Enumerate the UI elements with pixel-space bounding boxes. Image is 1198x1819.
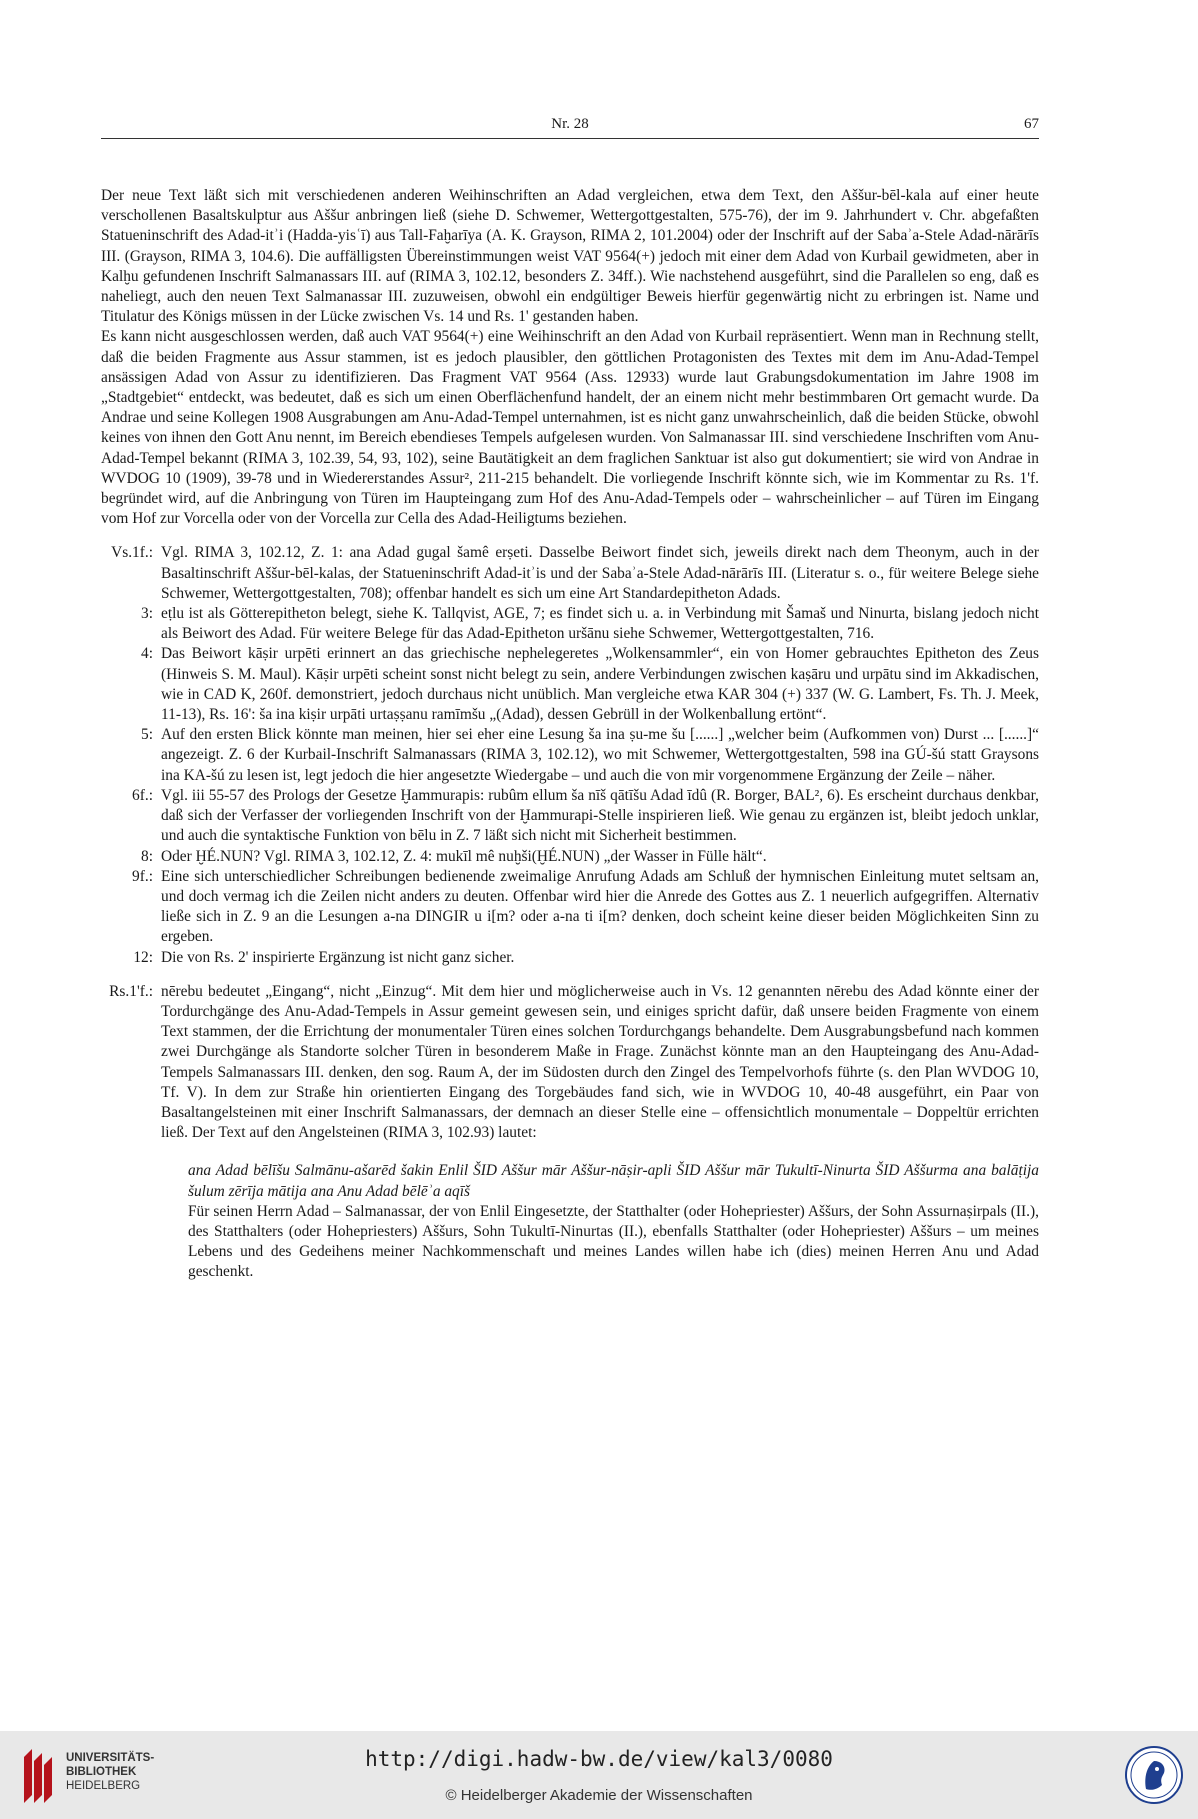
commentary-entry <box>101 948 1039 968</box>
commentary-text: eṭlu ist als Götterepitheton belegt, siehe K. Tallqvist, AGE, 7; es findet sich u. a. in Verbindung mit Šamaš und Ninurta, bislang jedoch nicht als Beiwort des Adad. Für weitere Belege für das Adad-Epitheton uršānu siehe Schwemer, Wettergottgestalten, 716. <box>161 605 1039 643</box>
page-body <box>101 186 1039 1283</box>
commentary-label: 6f.: <box>132 786 153 804</box>
commentary-entry <box>101 644 1039 725</box>
spacer <box>101 968 1039 982</box>
commentary-text: Eine sich unterschiedlicher Schreibungen bedienende zweimalige Anrufung Adads am Schluß der hymnischen Einleitung mutet seltsam an, und doch vermag ich die Zeilen nicht anders zu deuten. Offenbar wird hier die Anrede des Gottes aus Z. 1 neuerlich aufgegriffen. Alternativ ließe sich in Z. 9 an die Lesungen a-na DINGIR u i[m? oder a-na ti i[m? denken, doch scheint keine dieser beiden Möglichkeiten Sinn zu ergeben. <box>161 867 1039 946</box>
permalink-url[interactable]: http://digi.hadw-bw.de/view/kal3/0080 <box>365 1747 833 1771</box>
running-header <box>101 116 1039 138</box>
commentary-label: 9f.: <box>132 867 153 885</box>
academy-seal-icon <box>1124 1745 1184 1805</box>
digitization-footer <box>0 1731 1198 1819</box>
commentary-text: nērebu bedeutet „Eingang“, nicht „Einzug“. Mit dem hier und möglicherweise auch in Vs. 12 genannten nērebu des Adad könnte einer der Tordurchgänge des Anu-Adad-Tempels in Assur gemeint gewesen sein, und einiges spricht dafür, daß unsere beiden Fragmente von einem Text stammen, der die Errichtung der monumentaler Türen eines solchen Tordurchgangs behandelte. Dem Ausgrabungsbefund nach kommen zwei Durchgänge als Standorte solcher Türen in besonderem Maße in Frage. Zunächst könnte man an den Haupteingang des Anu-Adad-Tempels Salmanassars III. denken, den sog. Raum A, der im Südosten durch den Zingel des Tempelvorhofs führte (s. den Plan WVDOG 10, Tf. V). In dem zur Straße hin orientierten Eingang des Torgebäudes fand sich, wie in WVDOG 10, 40-48 ausgeführt, ein Paar von Basaltangelsteinen mit einer Inschrift Salmanassars, der demnach an dieser Stelle eine – offensichtlich monumentale – Doppeltür errichten ließ. Der Text auf den Angelsteinen (RIMA 3, 102.93) lautet: <box>161 982 1039 1142</box>
section-number: Nr. 28 <box>551 116 589 132</box>
commentary-label: 3: <box>141 605 153 623</box>
commentary-entry <box>101 543 1039 604</box>
inscription-quote <box>188 1161 1039 1282</box>
transliteration: ana Adad bēlīšu Salmānu-ašarēd šakin Enlil ŠID Aššur mār Aššur-nāṣir-apli ŠID Aššur mār Tukultī-Ninurta ŠID Aššurma ana balāṭija šulum zērīja mātija ana Anu Adad bēlēʾa aqīš <box>188 1162 1039 1200</box>
translation: Für seinen Herrn Adad – Salmanassar, der von Enlil Eingesetzte, der Statthalter (oder Hohepriester) Aššurs, der Sohn Assurnaṣirpals (II.), des Statthalters (oder Hohepriesters) Aššurs, Sohn Tukultī-Ninurtas (II.), ebenfalls Statthalter (oder Hohepriester) Aššurs – um meines Lebens und des Gedeihens meiner Nachkommenschaft und meines Landes willen habe ich (dies) meinen Herren Anu und Adad geschenkt. <box>188 1202 1039 1281</box>
commentary-entry <box>101 604 1039 644</box>
commentary-text: Oder ḪÉ.NUN? Vgl. RIMA 3, 102.12, Z. 4: mukīl mê nuḫši(ḪÉ.NUN) „der Wasser in Fülle hält“. <box>161 847 767 865</box>
commentary-label: Rs.1'f.: <box>109 982 153 1000</box>
commentary-entry <box>101 725 1039 786</box>
commentary-text: Vgl. RIMA 3, 102.12, Z. 1: ana Adad gugal šamê erṣeti. Dasselbe Beiwort findet sich, jeweils direkt nach dem Theonym, auch in der Basaltinschrift Aššur-bēl-kalas, der Statueninschrift Adad-itʾis und der Sabaʾa-Stele Adad-nārārīs III. (Literatur s. o., für weitere Belege siehe Schwemer, Wettergottgestalten, 708); offenbar handelt es sich um eine Art Standardepitheton Adads. <box>161 544 1039 602</box>
header-rule <box>101 138 1039 139</box>
commentary-text: Auf den ersten Blick könnte man meinen, hier sei eher eine Lesung ša ina ṣu-me šu [......] „welcher beim (Aufkommen von) Durst ... [......]“ angezeigt. Z. 6 der Kurbail-Inschrift Salmanassars (RIMA 3, 102.12), wo mit Schwemer, Wettergottgestalten, 598 ina GÚ-šú statt Graysons ina KA-šú zu lesen ist, legt jedoch die hier angesetzte Wiedergabe – und auch die von mir vorgenommene Ergänzung der Zeile – näher. <box>161 726 1039 784</box>
library-name: UNIVERSITÄTS- BIBLIOTHEK HEIDELBERG <box>66 1752 155 1792</box>
page-number: 67 <box>1024 116 1039 132</box>
commentary-entry-reverse <box>101 982 1039 1144</box>
commentary-label: 5: <box>141 726 153 744</box>
commentary-text: Die von Rs. 2' inspirierte Ergänzung ist nicht ganz sicher. <box>161 948 515 966</box>
commentary-entry <box>101 786 1039 847</box>
commentary-entry <box>101 867 1039 948</box>
intro-paragraph: Der neue Text läßt sich mit verschiedenen anderen Weihinschriften an Adad vergleichen, etwa dem Text, den Aššur-bēl-kala auf einer heute verschollenen Basaltskulptur aus Aššur anbringen ließ (siehe D. Schwemer, Wettergottgestalten, 575-76), der im 9. Jahrhundert v. Chr. abgefaßten Statueninschrift des Adad-itʾi (Hadda-yisʿī) aus Tall-Faḫarīya (A. K. Grayson, RIMA 2, 101.2004) oder der Inschrift auf der Sabaʾa-Stele Adad-nārārīs III. (Grayson, RIMA 3, 104.6). Die auffälligsten Übereinstimmungen weist VAT 9564(+) jedoch mit einer dem Adad von Kurbail gewidmeten, aber in Kalḫu gefundenen Inschrift Salmanassars III. auf (RIMA 3, 102.12, besonders Z. 34ff.). Wie nachstehend ausgeführt, sind die Parallelen so eng, daß es naheliegt, auch den neuen Text Salmanassar III. zuzuweisen, obwohl ein endgültiger Beweis hierfür gegenwärtig nicht zu erbringen ist. Name und Titulatur des Königs müssen in der Lücke zwischen Vs. 14 und Rs. 1' gestanden haben. <box>101 187 1039 326</box>
commentary-text: Das Beiwort kāṣir urpēti erinnert an das griechische nephelegeretes „Wolkensammler“, ein von Homer gebrauchtes Epitheton des Zeus (Hinweis S. M. Maul). Kāṣir urpēti scheint sonst nicht belegt zu sein, andere Verbindungen zwischen kaṣāru und urpātu sind im Akkadischen, wie in CAD K, 260f. demonstriert, jedoch durchaus nicht unüblich. Man vergleiche etwa KAR 304 (+) 337 (W. G. Lambert, Fs. Th. J. Meek, 11-13), Rs. 16': ša ina kiṣir urpāti urtaṣṣanu ramīmšu „(Adad), dessen Gebrüll in der Wolkenballung ertönt“. <box>161 645 1039 724</box>
commentary-label: Vs.1f.: <box>111 544 153 562</box>
commentary-label: 8: <box>141 847 153 865</box>
line-commentary <box>101 543 1039 1282</box>
commentary-label: 4: <box>141 645 153 663</box>
commentary-label: 12: <box>133 948 153 966</box>
copyright-notice: © Heidelberger Akademie der Wissenschaften <box>445 1787 753 1804</box>
commentary-text: Vgl. iii 55-57 des Prologs der Gesetze Ḫammurapis: rubûm ellum ša nīš qātīšu Adad īdû (R. Borger, BAL², 6). Es erscheint durchaus denkbar, daß sich der Verfasser der vorliegenden Inschrift von der Ḫammurapi-Stelle inspirieren ließ. Wie genau zu ergänzen ist, bleibt jedoch unklar, und auch die syntaktische Funktion von bēlu in Z. 7 läßt sich nicht mit Sicherheit bestimmen. <box>161 786 1039 845</box>
intro-paragraph: Es kann nicht ausgeschlossen werden, daß auch VAT 9564(+) eine Weihinschrift an den Adad von Kurbail repräsentiert. Wenn man in Rechnung stellt, daß die beiden Fragmente aus Assur stammen, ist es jedoch plausibler, den göttlichen Protagonisten des Textes mit dem im Anu-Adad-Tempel ansässigen Adad von Assur zu identifizieren. Das Fragment VAT 9564 (Ass. 12933) wurde laut Grabungsdokumentation im Jahre 1908 im „Stadtgebiet“ entdeckt, was bedeutet, daß es sich um einen Oberflächenfund handelt, der an einem nicht mehr bestimmbaren Ort gemacht wurde. Da Andrae und seine Kollegen 1908 Ausgrabungen am Anu-Adad-Tempel unternahmen, ist es nicht ganz unwahrscheinlich, daß die beiden Stücke, obwohl keines von ihnen den Gott Anu nennt, im Bereich ebendieses Tempels aufgelesen wurden. Von Salmanassar III. sind verschiedene Inschriften vom Anu-Adad-Tempel bekannt (RIMA 3, 102.39, 54, 93, 102), seine Bautätigkeit an dem fraglichen Sanktuar ist also gut dokumentiert; sie wird von Andrae in WVDOG 10 (1909), 39-78 und in Wiedererstandes Assur², 211-215 behandelt. Die vorliegende Inschrift könnte sich, wie im Kommentar zu Rs. 1'f. begründet wird, auf die Anbringung von Türen im Haupteingang zum Hof des Anu-Adad-Tempels oder – wahrscheinlicher – auf Türen im Eingang vom Hof zur Vorcella oder von der Vorcella zur Cella des Adad-Heiligtums beziehen. <box>101 328 1039 528</box>
commentary-entry <box>101 847 1039 867</box>
